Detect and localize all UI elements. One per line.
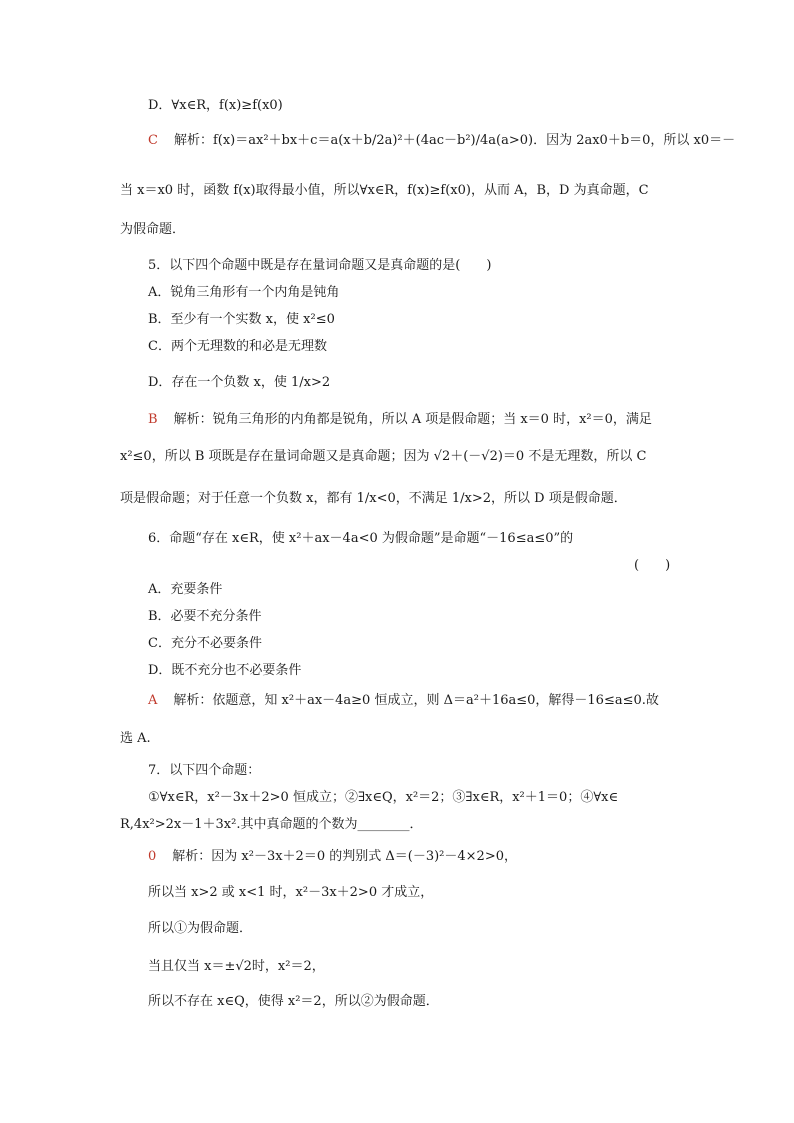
q6-option-d: D．既不充分也不必要条件 (148, 663, 302, 678)
q6-answer: A (148, 693, 158, 708)
prev-solution-line-2: 当 x＝x0 时，函数 f(x)取得最小值，所以∀x∈R，f(x)≥f(x0)，从而 A，B，D 为真命题，C (120, 183, 649, 198)
q6-answer-paren: ( ) (634, 558, 671, 573)
q6-option-b: B．必要不充分条件 (148, 609, 262, 624)
q5-solution-line-3: 项是假命题；对于任意一个负数 x，都有 1/x<0，不满足 1/x>2，所以 D 项是假命题． (120, 491, 627, 506)
prev-solution-text-1: 解析：f(x)＝ax²＋bx＋c＝a(x＋b/2a)²＋(4ac－b²)/4a(a>0)．因为 2ax0＋b＝0，所以 x0＝－ (173, 133, 736, 148)
q7-stem: 7．以下四个命题： (148, 763, 261, 778)
q5-stem: 5．以下四个命题中既是存在量词命题又是真命题的是( ) (148, 258, 492, 273)
q6-option-a: A．充要条件 (148, 582, 223, 597)
q7-solution-line-1 (148, 848, 517, 866)
q7-answer: 0 (148, 849, 157, 864)
prev-solution-line-3: 为假命题． (120, 222, 186, 237)
prev-option-d: D．∀x∈R，f(x)≥f(x0) (148, 98, 283, 113)
prev-answer: C (148, 133, 158, 148)
q6-solution-text-1: 解析：依题意，知 x²＋ax－4a≥0 恒成立，则 Δ＝a²＋16a≤0，解得－16≤a≤0.故 (173, 693, 659, 708)
q5-solution-line-1 (148, 411, 652, 429)
q6-solution-line-2: 选 A. (120, 731, 151, 746)
q5-option-a: A．锐角三角形有一个内角是钝角 (148, 285, 340, 300)
q5-answer: B (148, 412, 158, 427)
q7-solution-line-4: 当且仅当 x＝±√2时，x²＝2， (148, 959, 325, 974)
q6-solution-line-1 (148, 692, 659, 710)
q5-solution-line-2: x²≤0，所以 B 项既是存在量词命题又是真命题；因为 √2＋(－√2)＝0 不是无理数，所以 C (120, 449, 647, 464)
q5-option-c: C．两个无理数的和必是无理数 (148, 339, 327, 354)
q5-solution-text-1: 解析：锐角三角形的内角都是锐角，所以 A 项是假命题；当 x＝0 时，x²＝0，满足 (173, 412, 652, 427)
q7-line-1: ①∀x∈R，x²－3x＋2>0 恒成立；②∃x∈Q，x²＝2；③∃x∈R，x²＋1＝0；④∀x∈ (148, 790, 619, 805)
q7-line-2: R,4x²>2x－1＋3x².其中真命题的个数为________． (120, 817, 423, 832)
prev-solution-line-1 (148, 132, 735, 150)
q7-solution-line-2: 所以当 x>2 或 x<1 时，x²－3x＋2>0 才成立， (148, 885, 434, 900)
q6-option-c: C．充分不必要条件 (148, 636, 262, 651)
q6-stem: 6．命题“存在 x∈R，使 x²＋ax－4a<0 为假命题”是命题“－16≤a≤0”的 (148, 531, 574, 546)
q7-solution-line-3: 所以①为假命题． (148, 921, 253, 936)
q7-solution-line-5: 所以不存在 x∈Q，使得 x²＝2，所以②为假命题． (148, 994, 439, 1009)
q5-option-b: B．至少有一个实数 x，使 x²≤0 (148, 312, 335, 327)
q5-option-d: D．存在一个负数 x，使 1/x>2 (148, 375, 331, 390)
q7-solution-text-1: 解析：因为 x²－3x＋2＝0 的判别式 Δ＝(－3)²－4×2>0， (172, 849, 517, 864)
